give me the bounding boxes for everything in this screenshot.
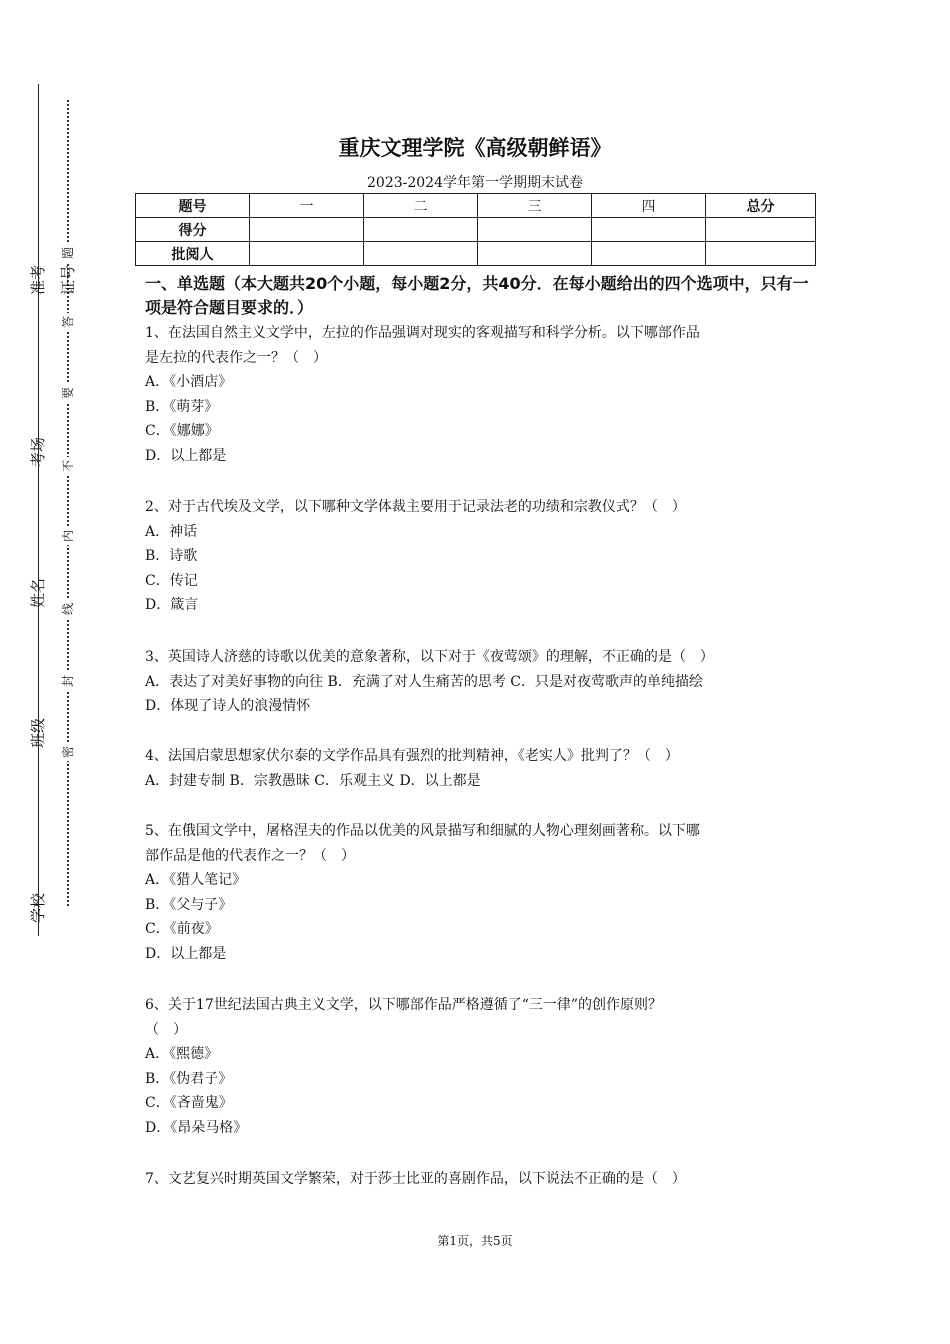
question-stem: 6、关于17世纪法国古典主义文学，以下哪部作品严格遵循了“三一律”的创作原则？ [145, 997, 663, 1013]
score-cell[interactable] [364, 218, 478, 242]
option: A．《熙德》 [145, 1046, 219, 1063]
binding-line [38, 84, 39, 936]
reviewer-row [136, 242, 816, 266]
header-cell: 三 [478, 194, 592, 218]
question-3 [145, 645, 815, 719]
seal-char: 线 [59, 600, 77, 618]
question-7 [145, 1167, 815, 1192]
option: C．传记 [145, 572, 198, 589]
question-stem: 是左拉的代表作之一？（ ） [145, 349, 327, 366]
question-stem: 2、对于古代埃及文学，以下哪种文学体裁主要用于记录法老的功绩和宗教仪式？（ ） [145, 499, 686, 515]
exam-title: 重庆文理学院《高级朝鲜语》 [338, 136, 612, 160]
score-row [136, 218, 816, 242]
header-cell: 一 [250, 194, 364, 218]
reviewer-cell[interactable] [250, 242, 364, 266]
option: A．神话 [145, 523, 198, 540]
option: A．《小酒店》 [145, 374, 233, 391]
score-table-header-row [136, 194, 816, 218]
question-stem: 5、在俄国文学中，屠格涅夫的作品以优美的风景描写和细腻的人物心理刻画著称。以下哪 [145, 823, 700, 839]
header-cell: 二 [364, 194, 478, 218]
reviewer-cell[interactable] [478, 242, 592, 266]
option: D．《昂朵马格》 [145, 1119, 248, 1136]
question-4 [145, 744, 815, 793]
option: A．封建专制 B．宗教愚昧 C．乐观主义 D．以上都是 [145, 772, 481, 789]
row-label: 得分 [136, 218, 250, 242]
question-2 [145, 495, 815, 618]
question-stem: 1、在法国自然主义文学中，左拉的作品强调对现实的客观描写和科学分析。以下哪部作品 [145, 325, 700, 341]
question-stem: 4、法国启蒙思想家伏尔泰的文学作品具有强烈的批判精神，《老实人》批判了？（ ） [145, 748, 679, 764]
question-6 [145, 993, 815, 1141]
option: D．箴言 [145, 597, 199, 614]
option: A．表达了对美好事物的向往 B．充满了对人生痛苦的思考 C．只是对夜莺歌声的单纯描绘 [145, 673, 704, 690]
option: D．以上都是 [145, 447, 227, 464]
reviewer-cell[interactable] [364, 242, 478, 266]
seal-char: 内 [59, 527, 77, 545]
class-label: 班级 [29, 718, 47, 749]
seal-char: 密 [59, 743, 77, 761]
seal-char: 答 [59, 313, 77, 331]
page-number: 第1页，共5页 [437, 1234, 513, 1248]
option: C．《吝啬鬼》 [145, 1095, 233, 1112]
option: A．《猎人笔记》 [145, 872, 247, 889]
score-cell[interactable] [250, 218, 364, 242]
question-stem: 3、英国诗人济慈的诗歌以优美的意象著称，以下对于《夜莺颂》的理解，不正确的是（ ） [145, 649, 714, 665]
option: B．《伪君子》 [145, 1070, 233, 1087]
question-stem: （ ） [145, 1021, 187, 1038]
question-stem: 7、文艺复兴时期英国文学繁荣，对于莎士比亚的喜剧作品，以下说法不正确的是（ ） [145, 1171, 686, 1187]
seal-dotted-line [67, 100, 69, 906]
seal-char: 不 [59, 457, 77, 475]
name-label: 姓名 [29, 578, 47, 609]
question-5 [145, 819, 815, 967]
header-cell: 四 [592, 194, 706, 218]
school-label: 学校 [29, 893, 47, 924]
option: B．《萌芽》 [145, 398, 219, 415]
option: D．以上都是 [145, 945, 227, 962]
reviewer-cell[interactable] [706, 242, 816, 266]
score-cell[interactable] [478, 218, 592, 242]
option: C．《娜娜》 [145, 423, 219, 440]
candidate-number-label: 准考证号 [29, 265, 77, 296]
score-table [135, 193, 816, 266]
seal-char: 题 [59, 244, 77, 262]
section-heading: 一、单选题（本大题共20个小题，每小题2分，共40分．在每小题给出的四个选项中，只有一项是符合题目要求的．） [145, 274, 809, 317]
seal-char: 要 [59, 384, 77, 402]
reviewer-cell[interactable] [592, 242, 706, 266]
question-stem: 部作品是他的代表作之一？（ ） [145, 847, 355, 864]
seal-char: 封 [59, 672, 77, 690]
exam-subtitle: 2023-2024学年第一学期期末试卷 [367, 175, 583, 191]
exam-room-label: 考场 [29, 437, 47, 468]
option: C．《前夜》 [145, 921, 219, 938]
row-label: 批阅人 [136, 242, 250, 266]
score-cell[interactable] [592, 218, 706, 242]
question-1 [145, 321, 815, 469]
header-cell: 总分 [706, 194, 816, 218]
option: B．《父与子》 [145, 896, 233, 913]
header-cell: 题号 [136, 194, 250, 218]
option: B．诗歌 [145, 548, 198, 565]
score-cell[interactable] [706, 218, 816, 242]
option: D．体现了诗人的浪漫情怀 [145, 698, 311, 715]
